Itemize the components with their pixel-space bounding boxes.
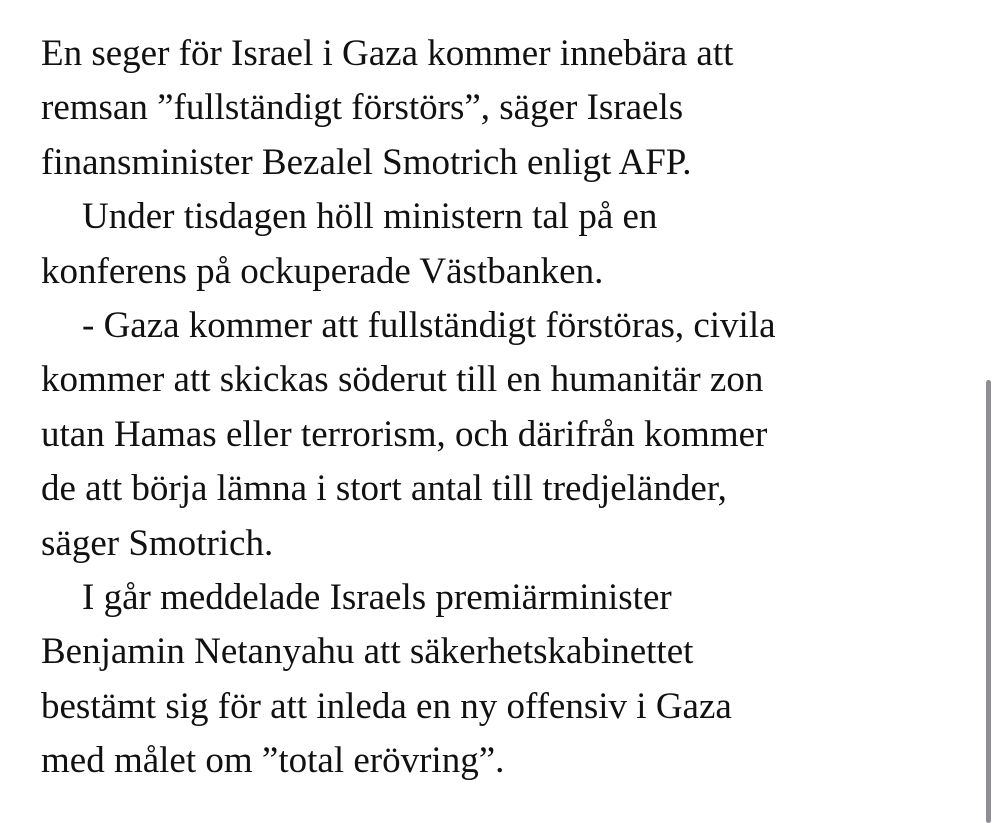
paragraph-4 [41, 571, 971, 789]
article-line: säger Smotrich. [41, 522, 274, 564]
paragraph-1 [41, 27, 971, 190]
article-line: konferens på ockuperade Västbanken. [41, 250, 604, 292]
article-line: bestämt sig för att inleda en ny offensiv i Gaza [41, 685, 732, 727]
article-line: En seger för Israel i Gaza kommer innebära att [41, 33, 734, 74]
article-line: Under tisdagen höll ministern tal på en [82, 196, 658, 238]
article-line: de att börja lämna i stort antal till tredjeländer, [41, 468, 727, 510]
article-line: finansminister Bezalel Smotrich enligt AFP. [41, 141, 692, 183]
article-line: Benjamin Netanyahu att säkerhetskabinettet [41, 631, 694, 673]
vertical-scrollbar[interactable] [986, 380, 991, 823]
article-line: I går meddelade Israels premiärminister [82, 577, 672, 619]
paragraph-2 [41, 190, 971, 299]
article-line: remsan ”fullständigt förstörs”, säger Israels [41, 87, 684, 129]
paragraph-3 [41, 299, 971, 571]
article-line: utan Hamas eller terrorism, och därifrån kommer [41, 413, 768, 455]
article-body [41, 27, 971, 789]
article-line: kommer att skickas söderut till en humanitär zon [41, 359, 764, 401]
article-line: med målet om ”total erövring”. [41, 740, 505, 782]
article-line: - Gaza kommer att fullständigt förstöras, civila [82, 305, 776, 347]
